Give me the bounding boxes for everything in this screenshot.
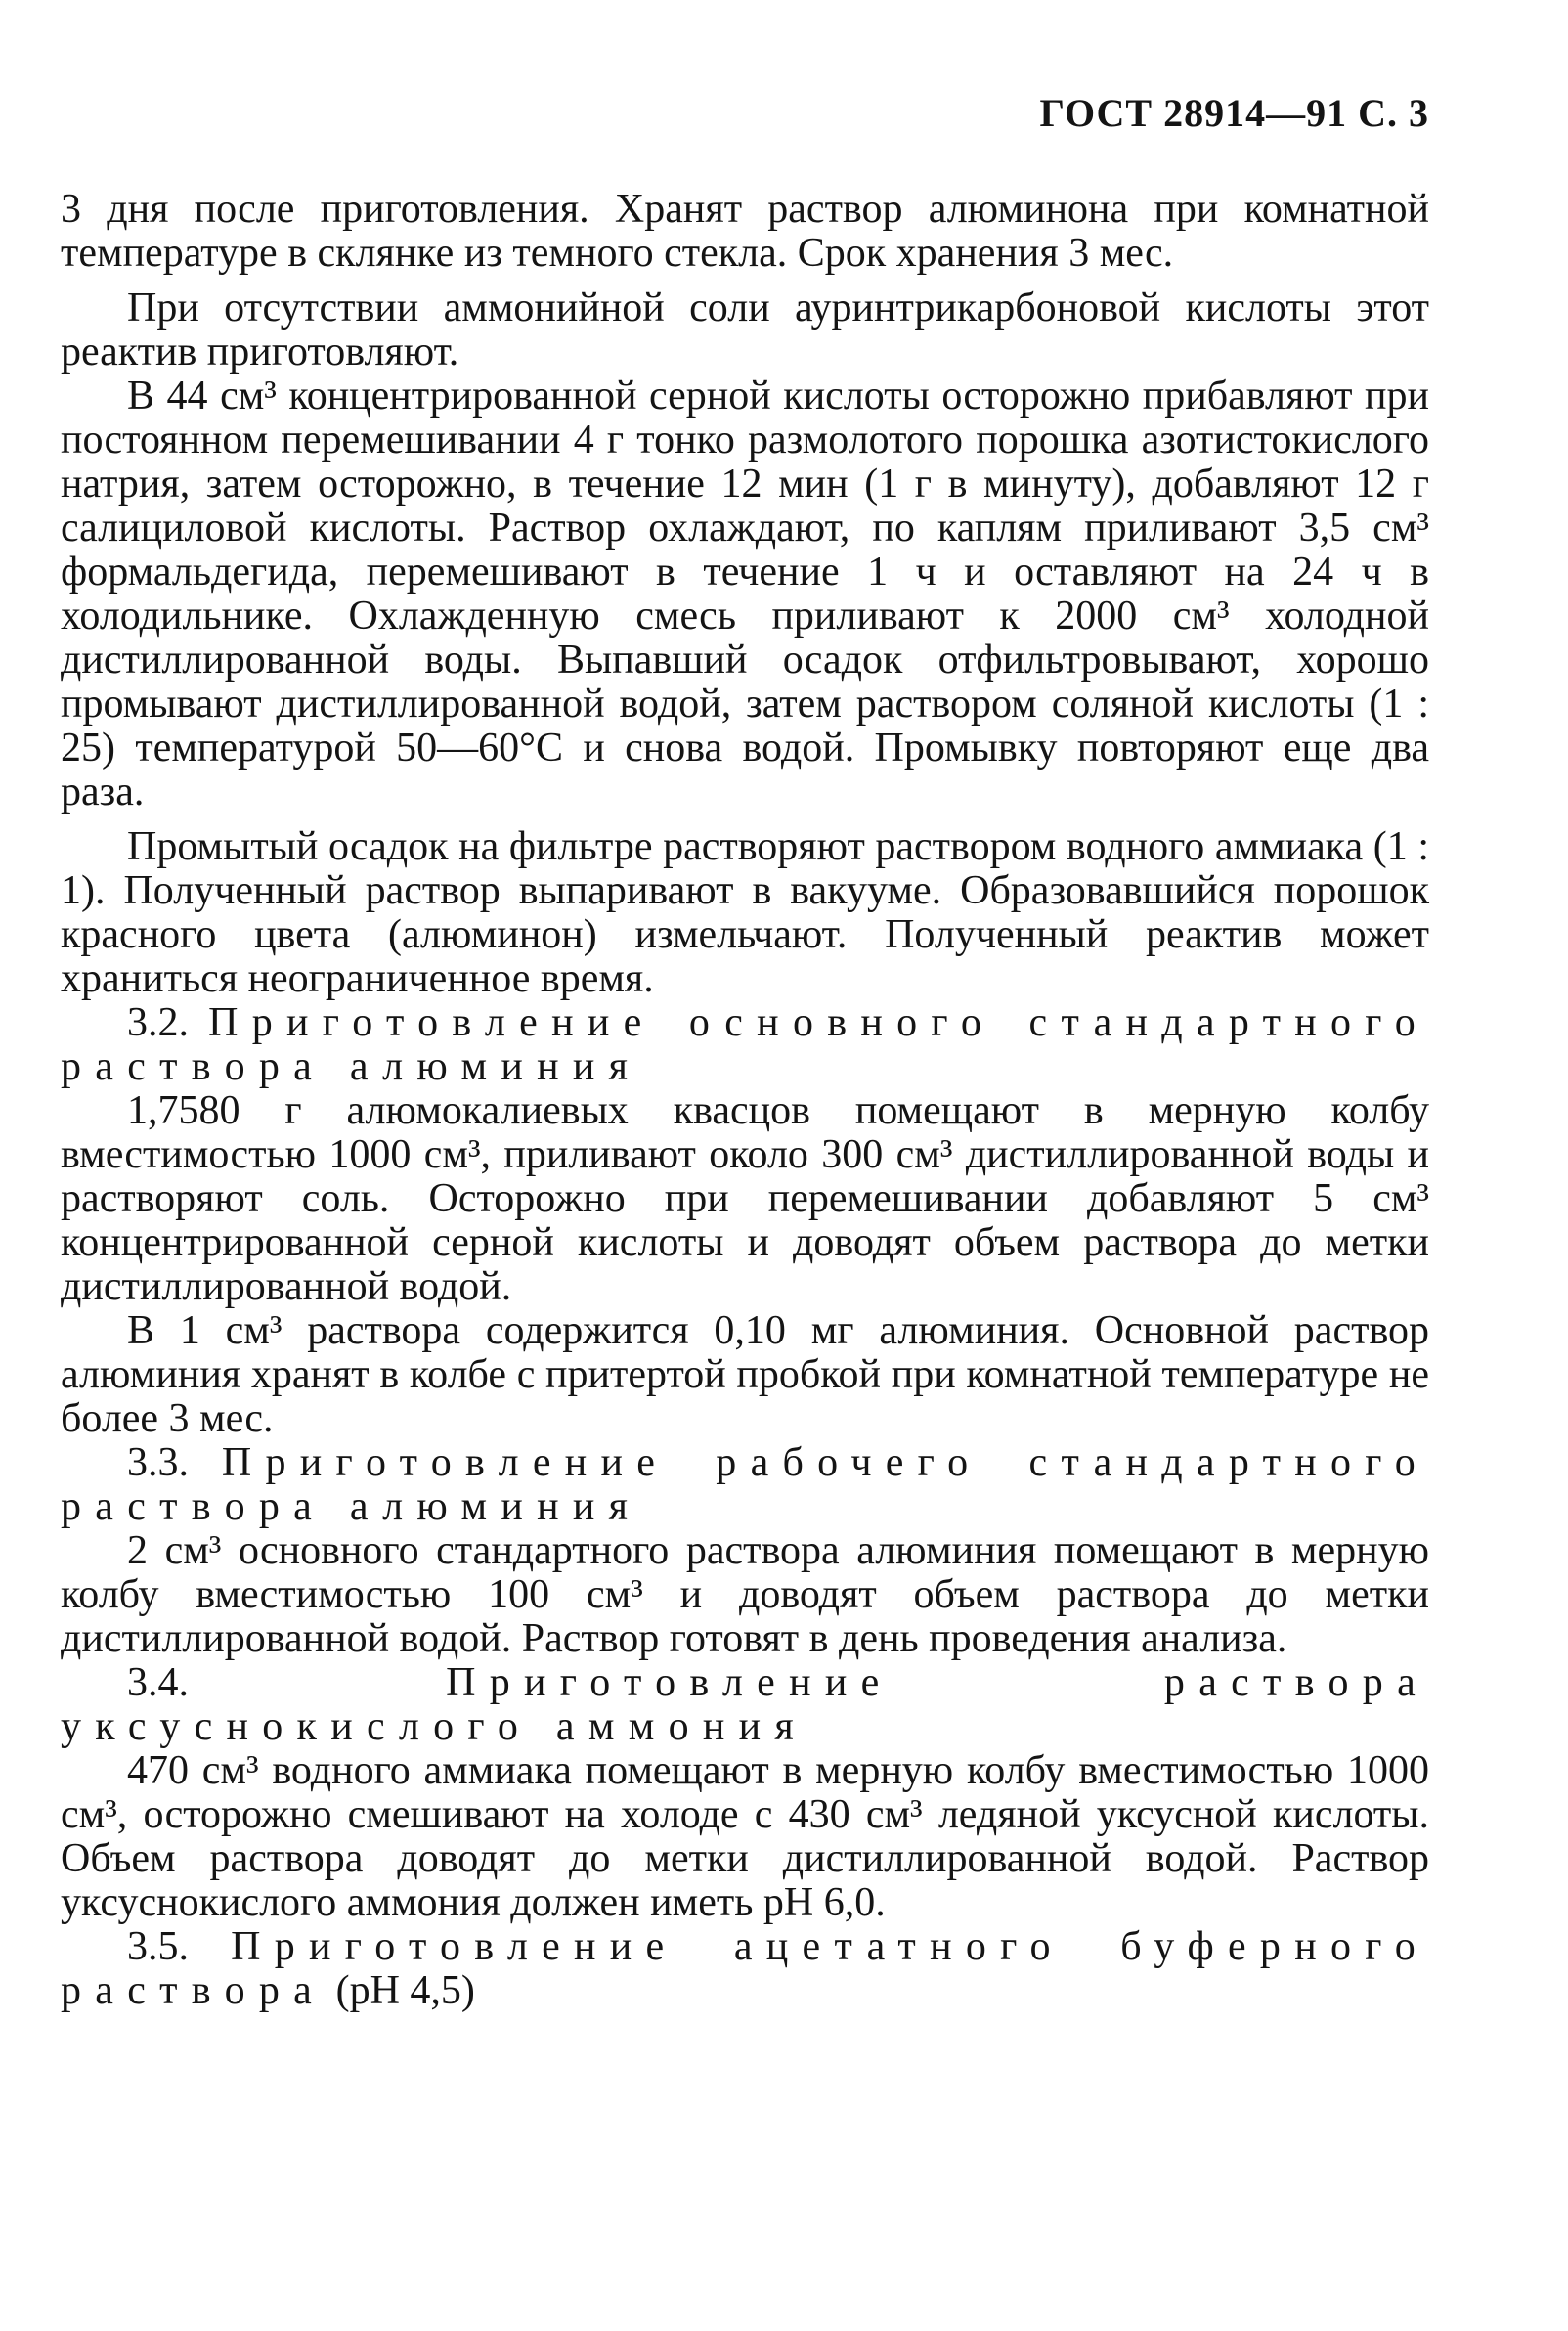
section-title: Приготовление ацетатного буферного раствора xyxy=(61,1924,1429,2013)
section-heading-3-2 xyxy=(61,1001,1429,1089)
section-title: Приготовление рабочего стандартного раствора алюминия xyxy=(61,1440,1429,1529)
paragraph: Промытый осадок на фильтре растворяют раствором водного аммиака (1 : 1). Полученный раствор выпаривают в вакууме. Образовавшийся порошок красного цвета (алюминон) измельчают. Полученный реактив может храниться неограниченное время. xyxy=(61,824,1429,1001)
paragraph: 470 см³ водного аммиака помещают в мерную колбу вместимостью 1000 см³, осторожно смешивают на холоде с 430 см³ ледяной уксусной кислоты. Объем раствора доводят до метки дистиллированной водой. Раствор уксуснокислого аммония должен иметь рН 6,0. xyxy=(61,1748,1429,1925)
paragraph: В 44 см³ концентрированной серной кислоты осторожно прибавляют при постоянном перемешивании 4 г тонко размолотого порошка азотистокислого натрия, затем осторожно, в течение 12 мин (1 г в минуту), добавляют 12 г салициловой кислоты. Раствор охлаждают, по каплям приливают 3,5 см³ формальдегида, перемешивают в течение 1 ч и оставляют на 24 ч в холодильнике. Охлажденную смесь приливают к 2000 см³ холодной дистиллированной воды. Выпавший осадок отфильтровывают, хорошо промывают дистиллированной водой, затем раствором соляной кислоты (1 : 25) температурой 50—60°С и снова водой. Промывку повторяют еще два раза. xyxy=(61,374,1429,814)
section-number: 3.2. xyxy=(127,1000,189,1045)
section-title: Приготовление основного стандартного раствора алюминия xyxy=(61,1000,1429,1089)
paragraph: 3 дня после приготовления. Хранят раствор алюминона при комнатной температуре в склянке из темного стекла. Срок хранения 3 мес. xyxy=(61,187,1429,276)
paragraph: 2 см³ основного стандартного раствора алюминия помещают в мерную колбу вместимостью 100 см³ и доводят объем раствора до метки дистиллированной водой. Раствор готовят в день проведения анализа. xyxy=(61,1528,1429,1661)
page-header: ГОСТ 28914—91 С. 3 xyxy=(1039,91,1429,135)
paragraph: 1,7580 г алюмокалиевых квасцов помещают в мерную колбу вместимостью 1000 см³, приливают около 300 см³ дистиллированной воды и растворяют соль. Осторожно при перемешивании добавляют 5 см³ концентрированной серной кислоты и доводят объем раствора до метки дистиллированной водой. xyxy=(61,1088,1429,1309)
document-body xyxy=(61,188,1429,2013)
section-number: 3.4. xyxy=(127,1660,189,1705)
section-title: Приготовление раствора уксуснокислого аммония xyxy=(61,1660,1429,1749)
paragraph: В 1 см³ раствора содержится 0,10 мг алюминия. Основной раствор алюминия хранят в колбе с притертой пробкой при комнатной температуре не более 3 мес. xyxy=(61,1308,1429,1441)
section-number: 3.5. xyxy=(127,1924,189,1969)
paragraph: При отсутствии аммонийной соли ауринтрикарбоновой кислоты этот реактив приготовляют. xyxy=(61,286,1429,374)
section-heading-3-5 xyxy=(61,1925,1429,2013)
section-heading-3-4 xyxy=(61,1661,1429,1749)
section-heading-3-3 xyxy=(61,1441,1429,1529)
section-title-suffix: (рН 4,5) xyxy=(335,1968,475,2013)
section-number: 3.3. xyxy=(127,1440,189,1485)
